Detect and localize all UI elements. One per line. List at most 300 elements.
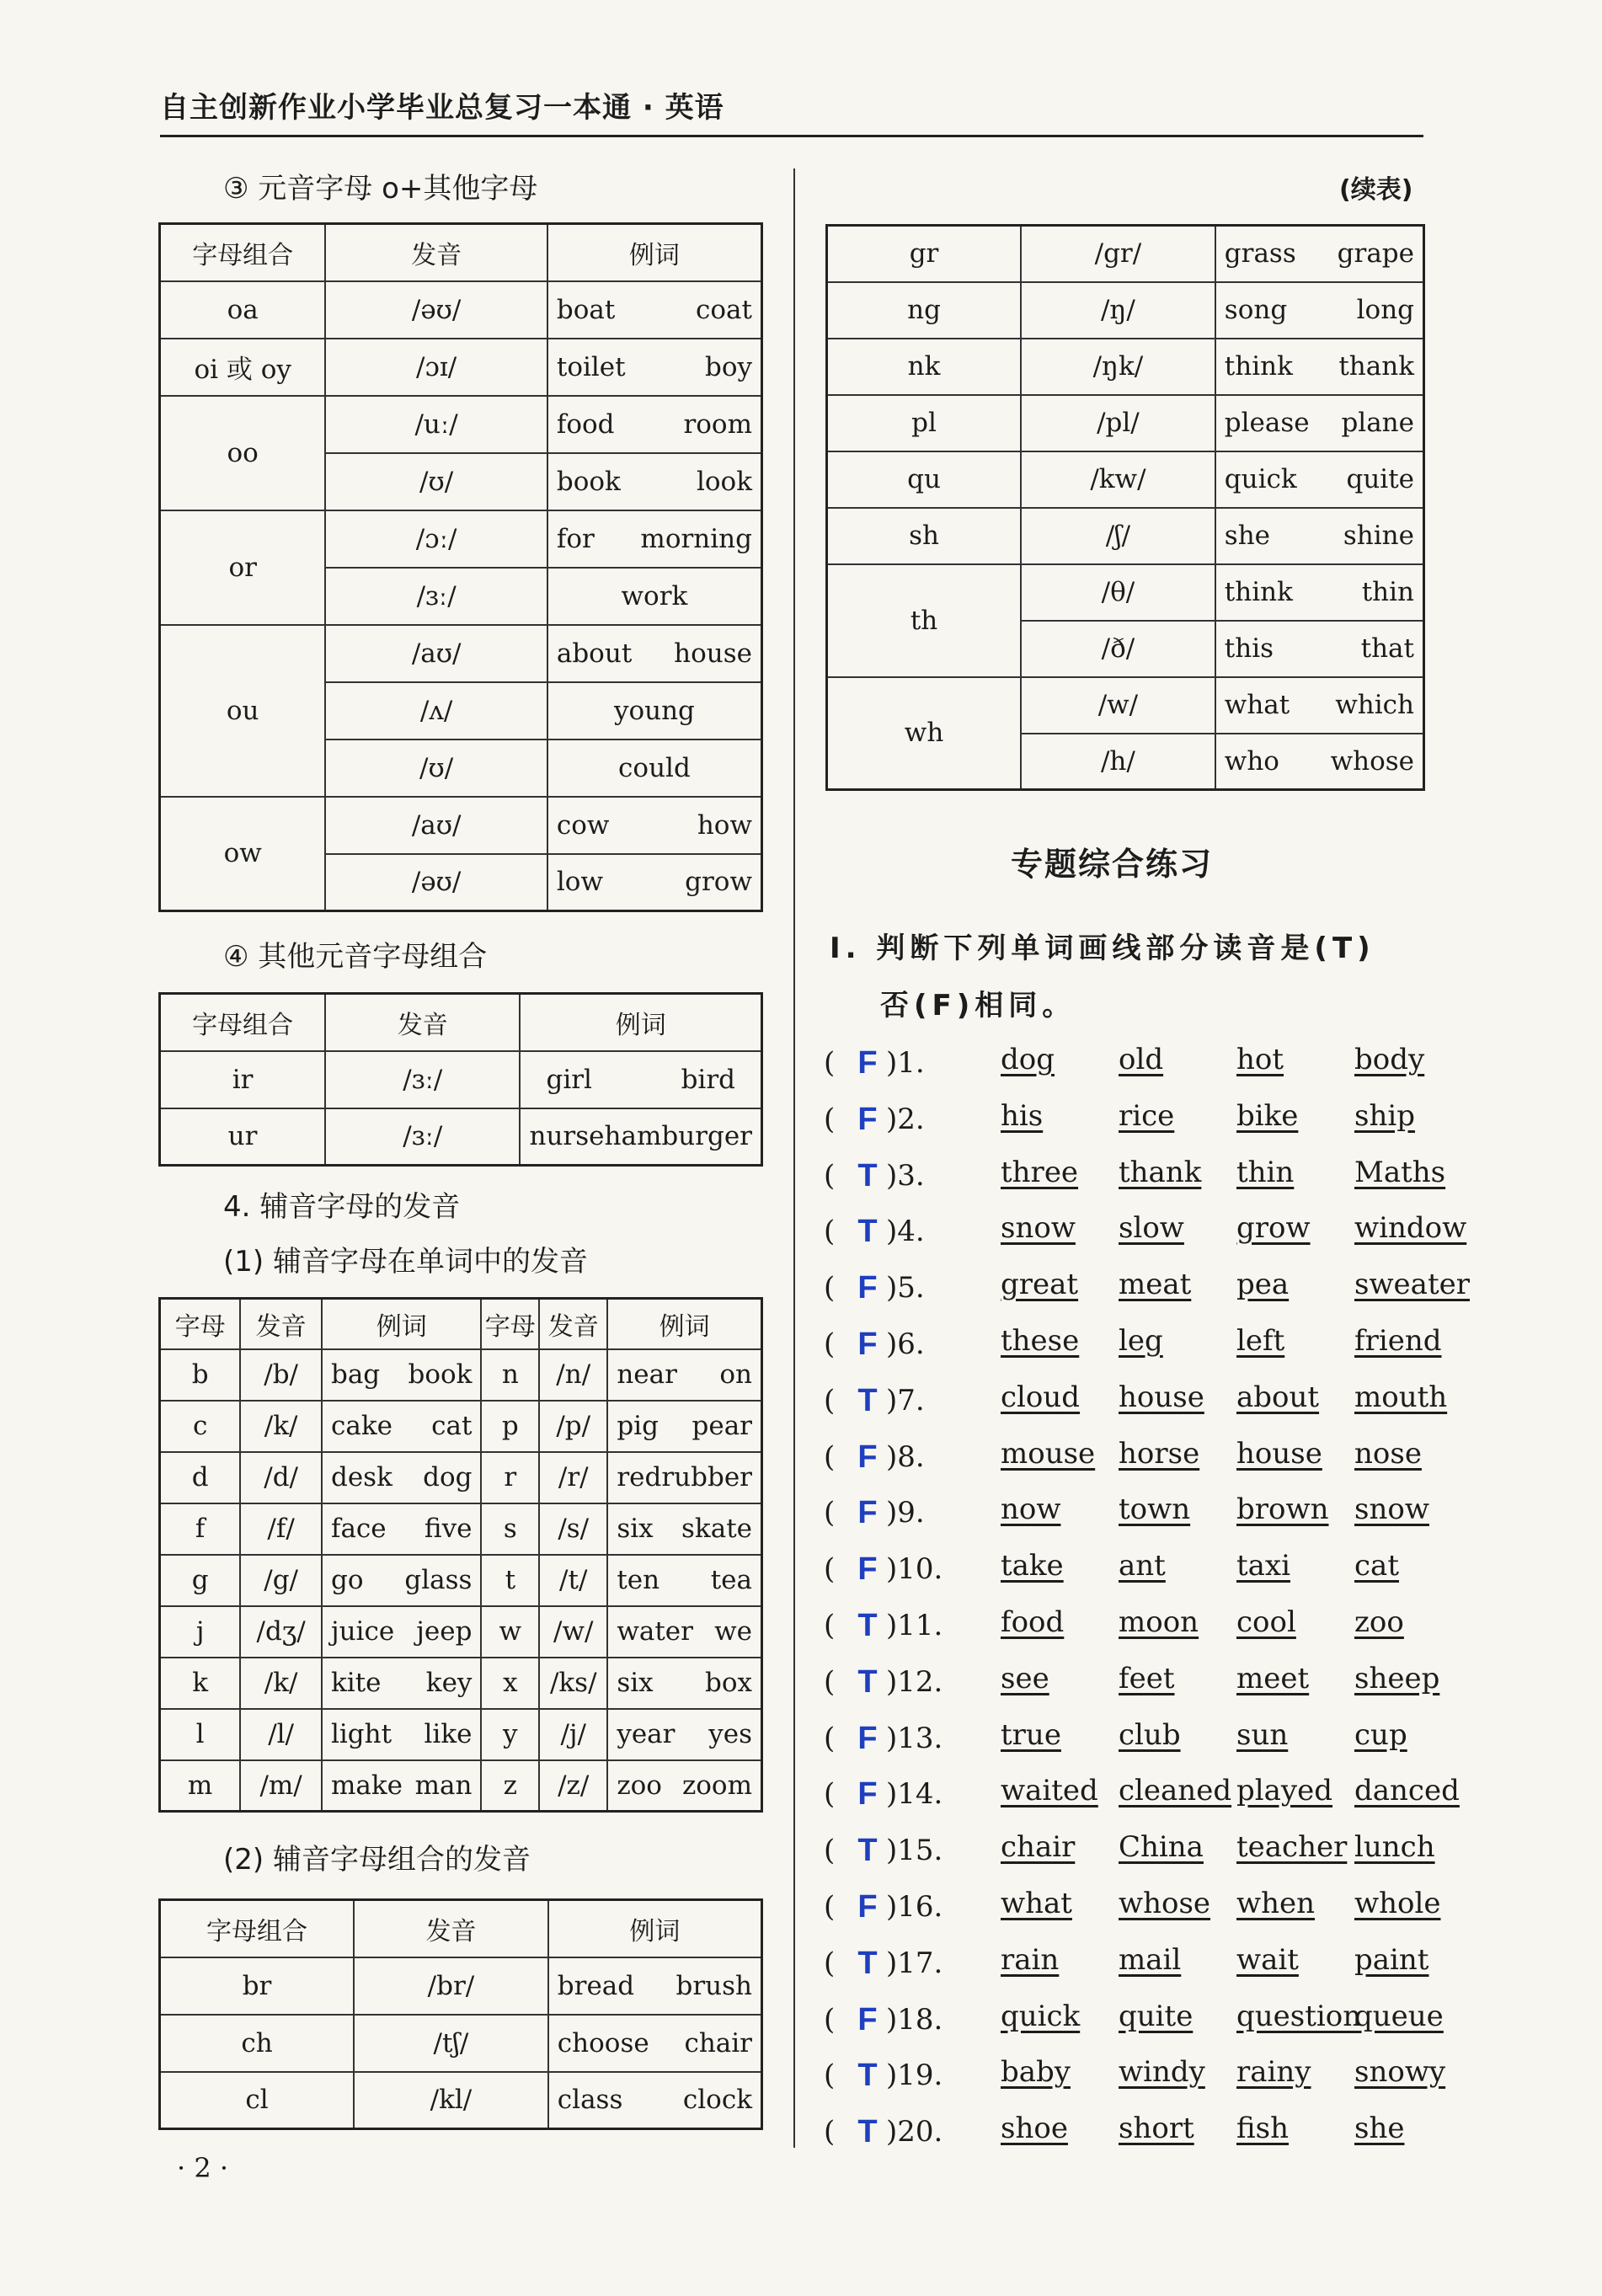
answer-mark: F (857, 1888, 878, 1925)
sound-cell: /f/ (240, 1503, 322, 1555)
example-word: skate (681, 1514, 752, 1544)
question-word: true (1001, 1718, 1061, 1752)
paren-open: ( (824, 1946, 836, 1980)
exercise-instruction: Ⅰ. 判断下列单词画线部分读音是(T) (830, 932, 1375, 965)
paren-open: ( (824, 1271, 836, 1305)
sound-cell: /dʒ/ (240, 1606, 322, 1658)
paren-open: ( (824, 2003, 836, 2037)
combo-cell: ow (160, 797, 326, 911)
example-word: for (556, 523, 595, 554)
example-cell (1215, 508, 1424, 564)
paren-open: ( (824, 2058, 836, 2092)
example-cell (607, 1349, 761, 1401)
question-number: )11. (886, 1609, 943, 1642)
example-word: light (330, 1719, 392, 1749)
example-word: grass (1224, 238, 1296, 270)
question-word: now (1001, 1492, 1061, 1526)
example-cell (322, 1760, 481, 1812)
question-word: leg (1119, 1324, 1163, 1358)
table-row (827, 677, 1424, 734)
example-cell (607, 1401, 761, 1452)
sound-cell: /l/ (240, 1709, 322, 1760)
question-word: mouth (1354, 1380, 1448, 1414)
question-item (824, 1094, 1430, 1145)
example-word: dog (423, 1462, 473, 1492)
example-word: coat (696, 294, 752, 325)
question-word: old (1119, 1043, 1164, 1076)
example-word: what (1224, 690, 1290, 720)
example-word: look (696, 466, 752, 497)
paren-open: ( (824, 1046, 836, 1080)
question-number: )6. (886, 1327, 925, 1361)
sound-cell: /ɜː/ (325, 1051, 520, 1108)
question-word: snow (1354, 1492, 1429, 1526)
sound-cell: /w/ (539, 1606, 607, 1658)
answer-mark: F (857, 1494, 878, 1530)
example-word: rubber (661, 1462, 752, 1492)
example-word: face (330, 1514, 387, 1544)
question-item (824, 1263, 1470, 1313)
question-word: she (1354, 2112, 1405, 2145)
col-header: 例词 (547, 224, 762, 281)
question-word: snow (1001, 1211, 1076, 1245)
example-word: we (714, 1616, 752, 1647)
sound-cell: /p/ (539, 1401, 607, 1452)
sound-cell: /ŋk/ (1021, 339, 1215, 395)
answer-mark: F (857, 1551, 878, 1587)
question-word: Maths (1354, 1156, 1446, 1189)
col-header: 例词 (607, 1299, 761, 1349)
answer-mark: T (857, 1382, 878, 1418)
example-cell (322, 1503, 481, 1555)
answer-mark: T (857, 1213, 878, 1249)
question-word: what (1001, 1887, 1072, 1920)
example-word: boat (556, 294, 616, 325)
paren-open: ( (824, 1552, 836, 1586)
question-number: )17. (886, 1946, 943, 1980)
question-word: sweater (1354, 1268, 1470, 1301)
table-consonants (158, 1297, 763, 1813)
consonant-sub1: (1) 辅音字母在单词中的发音 (223, 1245, 588, 1279)
question-word: lunch (1354, 1830, 1435, 1864)
answer-mark: T (857, 1157, 878, 1193)
table-row (160, 2072, 762, 2129)
question-item (824, 1882, 1441, 1932)
question-word: ant (1119, 1549, 1166, 1583)
example-word: six (617, 1668, 654, 1698)
example-word: red (617, 1462, 662, 1492)
example-cell (547, 396, 762, 453)
example-cell (1215, 677, 1424, 734)
col-header: 发音 (325, 224, 547, 281)
question-word: short (1119, 2112, 1194, 2145)
question-word: thank (1119, 1156, 1202, 1189)
question-word: bike (1236, 1099, 1299, 1133)
question-word: house (1236, 1437, 1322, 1471)
sound-cell: /θ/ (1021, 564, 1215, 621)
example-word: whose (1330, 745, 1414, 777)
combo-cell: gr (827, 226, 1022, 282)
table-row (160, 1349, 762, 1401)
table-consonant-combos (158, 1898, 763, 2130)
table-vowel-o (158, 222, 763, 912)
paren-open: ( (824, 1327, 836, 1361)
sound-cell: /h/ (1021, 734, 1215, 790)
example-word: about (556, 638, 633, 669)
question-word: see (1001, 1662, 1049, 1695)
question-word: rain (1001, 1943, 1060, 1977)
question-word: horse (1119, 1437, 1200, 1471)
question-item (824, 1769, 1460, 1819)
question-number: )2. (886, 1103, 925, 1136)
example-word: pig (617, 1411, 659, 1441)
question-word: club (1119, 1718, 1181, 1752)
question-item (824, 1544, 1430, 1594)
table-row (827, 564, 1424, 621)
paren-open: ( (824, 1777, 836, 1811)
table-row (827, 508, 1424, 564)
question-item (824, 1151, 1446, 1201)
example-word: jeep (416, 1616, 473, 1647)
sound-cell: /r/ (539, 1452, 607, 1503)
answer-mark: F (857, 1775, 878, 1812)
sound-cell: /tʃ/ (354, 2015, 548, 2072)
table-row (160, 1760, 762, 1812)
question-word: sun (1236, 1718, 1289, 1752)
question-word: mail (1119, 1943, 1182, 1977)
example-word: box (705, 1668, 752, 1698)
section-3-title: ③ 元音字母 o+其他字母 (223, 172, 538, 206)
example-word: ten (617, 1565, 660, 1595)
example-word: morning (640, 523, 752, 554)
question-word: food (1001, 1605, 1065, 1639)
question-number: )8. (886, 1440, 925, 1474)
question-number: )20. (886, 2115, 943, 2149)
answer-mark: T (857, 1607, 878, 1643)
example-cell (322, 1452, 481, 1503)
answer-mark: F (857, 1326, 878, 1362)
example-word: clock (682, 2085, 752, 2116)
example-word: quick (1224, 464, 1297, 494)
combo-cell: nk (827, 339, 1022, 395)
sound-cell: /gr/ (1021, 226, 1215, 282)
example-word: how (697, 809, 752, 841)
example-word: that (1360, 633, 1414, 664)
sound-cell: /əʊ/ (325, 281, 547, 339)
example-cell (322, 1349, 481, 1401)
table-row (160, 1709, 762, 1760)
question-word: friend (1354, 1324, 1442, 1358)
example-cell (547, 625, 762, 682)
page-number: · 2 · (177, 2152, 229, 2184)
question-item (824, 1319, 1442, 1370)
paren-open: ( (824, 2115, 836, 2149)
letter-cell: p (481, 1401, 539, 1452)
combo-cell: pl (827, 395, 1022, 451)
question-word: queue (1354, 2000, 1444, 2033)
letter-cell: c (160, 1401, 241, 1452)
letter-cell: k (160, 1658, 241, 1709)
example-word: think (1224, 351, 1293, 382)
example-word: six (617, 1514, 654, 1544)
sound-cell: /z/ (539, 1760, 607, 1812)
question-word: pea (1236, 1268, 1290, 1301)
question-word: town (1119, 1492, 1191, 1526)
combo-cell: sh (827, 508, 1022, 564)
sound-cell: /k/ (240, 1401, 322, 1452)
question-word: quick (1001, 2000, 1081, 2033)
example-word: she (1224, 521, 1271, 551)
answer-mark: T (857, 2113, 878, 2149)
paren-open: ( (824, 1384, 836, 1418)
example-word: cow (556, 809, 610, 841)
example-cell: could (547, 740, 762, 797)
example-word: toilet (556, 351, 626, 382)
example-word: juice (330, 1616, 395, 1647)
letter-cell: t (481, 1555, 539, 1606)
col-header: 例词 (548, 1900, 762, 1957)
example-word: zoo (617, 1770, 662, 1801)
sound-cell: /ð/ (1021, 621, 1215, 677)
answer-mark: T (857, 2057, 878, 2093)
sound-cell: /kw/ (1021, 451, 1215, 508)
question-word: whose (1119, 1887, 1211, 1920)
example-cell (322, 1606, 481, 1658)
combo-cell: oa (160, 281, 326, 339)
sound-cell: /t/ (539, 1555, 607, 1606)
header-rule (160, 135, 1423, 137)
example-cell (1215, 282, 1424, 339)
example-cell (547, 854, 762, 911)
answer-mark: T (857, 1832, 878, 1868)
question-item (824, 1487, 1430, 1538)
question-word: thin (1236, 1156, 1295, 1189)
letter-cell: z (481, 1760, 539, 1812)
answer-mark: T (857, 1945, 878, 1981)
example-cell (1215, 734, 1424, 790)
paren-open: ( (824, 1609, 836, 1642)
example-word: bird (681, 1064, 735, 1095)
question-item (824, 1600, 1430, 1651)
question-word: shoe (1001, 2112, 1068, 2145)
question-item (824, 1375, 1448, 1426)
exercise-title: 专题综合练习 (1011, 846, 1214, 883)
continued-label: (续表) (1339, 175, 1413, 205)
letter-cell: r (481, 1452, 539, 1503)
example-word: song (1224, 295, 1288, 325)
question-word: ship (1354, 1099, 1415, 1133)
question-word: teacher (1236, 1830, 1348, 1864)
question-item (824, 1713, 1430, 1764)
example-cell (607, 1760, 761, 1812)
sound-cell: /w/ (1021, 677, 1215, 734)
question-number: )12. (886, 1665, 943, 1699)
sound-cell: /j/ (539, 1709, 607, 1760)
sound-cell: /ŋ/ (1021, 282, 1215, 339)
sound-cell: /əʊ/ (325, 854, 547, 911)
example-word: hamburger (604, 1121, 752, 1152)
example-cell (1215, 621, 1424, 677)
example-word: kite (330, 1668, 382, 1698)
question-item (824, 1206, 1467, 1257)
example-cell (607, 1658, 761, 1709)
sound-cell: /ʃ/ (1021, 508, 1215, 564)
table-consonant-combos-continued (825, 224, 1425, 791)
table-row (160, 1555, 762, 1606)
table-other-vowels (158, 992, 763, 1167)
sound-cell: /k/ (240, 1658, 322, 1709)
answer-mark: F (857, 1439, 878, 1475)
page-header: 自主创新作业小学毕业总复习一本通 · 英语 (160, 91, 724, 125)
question-word: brown (1236, 1492, 1329, 1526)
table-row (160, 2015, 762, 2072)
question-number: )10. (886, 1552, 943, 1586)
question-number: )18. (886, 2003, 943, 2037)
question-word: window (1354, 1211, 1467, 1245)
combo-cell: wh (827, 677, 1022, 790)
example-word: quite (1346, 464, 1414, 494)
example-cell (520, 1108, 761, 1166)
question-word: his (1001, 1099, 1044, 1133)
question-word: rice (1119, 1099, 1175, 1133)
question-number: )5. (886, 1271, 925, 1305)
combo-cell: ur (160, 1108, 326, 1166)
example-cell (1215, 564, 1424, 621)
col-header: 字母组合 (160, 1900, 355, 1957)
consonant-sub2: (2) 辅音字母组合的发音 (223, 1843, 531, 1877)
letter-cell: l (160, 1709, 241, 1760)
example-word: shine (1343, 521, 1414, 551)
letter-cell: j (160, 1606, 241, 1658)
question-word: whole (1354, 1887, 1441, 1920)
example-word: cake (330, 1411, 392, 1441)
example-word: book (408, 1359, 473, 1390)
question-word: cool (1236, 1605, 1296, 1639)
example-word: choose (557, 2027, 649, 2058)
consonant-title: 4. 辅音字母的发音 (223, 1190, 461, 1224)
question-item (824, 2050, 1446, 2101)
example-cell (607, 1709, 761, 1760)
example-cell (548, 1957, 762, 2015)
example-word: grow (685, 867, 752, 898)
letter-cell: g (160, 1555, 241, 1606)
example-cell (1215, 451, 1424, 508)
example-word: who (1224, 745, 1279, 777)
example-cell (1215, 395, 1424, 451)
example-word: think (1224, 577, 1293, 607)
question-word: cloud (1001, 1380, 1081, 1414)
question-word: left (1236, 1324, 1285, 1358)
question-item (824, 1938, 1430, 1989)
example-word: house (674, 638, 752, 669)
example-cell (1215, 339, 1424, 395)
table-row (160, 1452, 762, 1503)
table-row (160, 1606, 762, 1658)
example-cell (547, 797, 762, 854)
question-word: hot (1236, 1043, 1284, 1076)
example-cell (547, 281, 762, 339)
question-word: question (1236, 2000, 1362, 2033)
question-number: )1. (886, 1046, 925, 1080)
example-word: like (424, 1719, 473, 1749)
example-word: cat (431, 1411, 473, 1441)
question-word: sheep (1354, 1662, 1440, 1695)
question-word: cup (1354, 1718, 1407, 1752)
example-cell (548, 2072, 762, 2129)
col-header: 发音 (325, 994, 520, 1051)
paren-open: ( (824, 1215, 836, 1248)
question-number: )9. (886, 1496, 925, 1530)
sound-cell: /g/ (240, 1555, 322, 1606)
question-word: fish (1236, 2112, 1290, 2145)
question-item (824, 1038, 1430, 1088)
example-word: girl (546, 1064, 592, 1095)
sound-cell: /ɔː/ (325, 510, 547, 568)
letter-cell: y (481, 1709, 539, 1760)
example-word: boy (704, 351, 752, 382)
example-word: food (556, 408, 615, 440)
sound-cell: /ɜː/ (325, 568, 547, 625)
example-word: glass (404, 1565, 473, 1595)
example-cell (547, 339, 762, 396)
col-header: 发音 (240, 1299, 322, 1349)
sound-cell: /ʊ/ (325, 453, 547, 510)
question-item (824, 1657, 1440, 1707)
question-word: great (1001, 1268, 1079, 1301)
sound-cell: /m/ (240, 1760, 322, 1812)
paren-open: ( (824, 1890, 836, 1924)
question-number: )13. (886, 1722, 943, 1755)
combo-cell: oi 或 oy (160, 339, 326, 396)
letter-cell: d (160, 1452, 241, 1503)
col-header: 例词 (520, 994, 761, 1051)
answer-mark: F (857, 2001, 878, 2037)
question-word: paint (1354, 1943, 1429, 1977)
question-word: chair (1001, 1830, 1076, 1864)
example-word: book (556, 466, 621, 497)
question-item (824, 1994, 1444, 2045)
sound-cell: /b/ (240, 1349, 322, 1401)
combo-cell: or (160, 510, 326, 625)
question-word: three (1001, 1156, 1079, 1189)
col-header: 字母组合 (160, 994, 326, 1051)
example-word: go (330, 1565, 364, 1595)
example-cell (607, 1606, 761, 1658)
question-word: wait (1236, 1943, 1299, 1977)
paren-open: ( (824, 1159, 836, 1193)
example-cell (520, 1051, 761, 1108)
paren-open: ( (824, 1834, 836, 1867)
table-row (160, 1401, 762, 1452)
question-word: grow (1236, 1211, 1311, 1245)
example-word: year (617, 1719, 676, 1749)
example-cell (607, 1555, 761, 1606)
question-number: )19. (886, 2058, 943, 2092)
question-word: danced (1354, 1774, 1460, 1807)
question-number: )16. (886, 1890, 943, 1924)
example-word: thank (1338, 351, 1414, 382)
example-word: bag (330, 1359, 381, 1390)
question-word: moon (1119, 1605, 1199, 1639)
question-number: )4. (886, 1215, 925, 1248)
col-header: 例词 (322, 1299, 481, 1349)
example-word: please (1224, 408, 1310, 438)
question-number: )7. (886, 1384, 925, 1418)
example-word: on (719, 1359, 752, 1390)
sound-cell: /ɜː/ (325, 1108, 520, 1166)
example-cell (1215, 226, 1424, 282)
example-word: thin (1361, 577, 1414, 607)
